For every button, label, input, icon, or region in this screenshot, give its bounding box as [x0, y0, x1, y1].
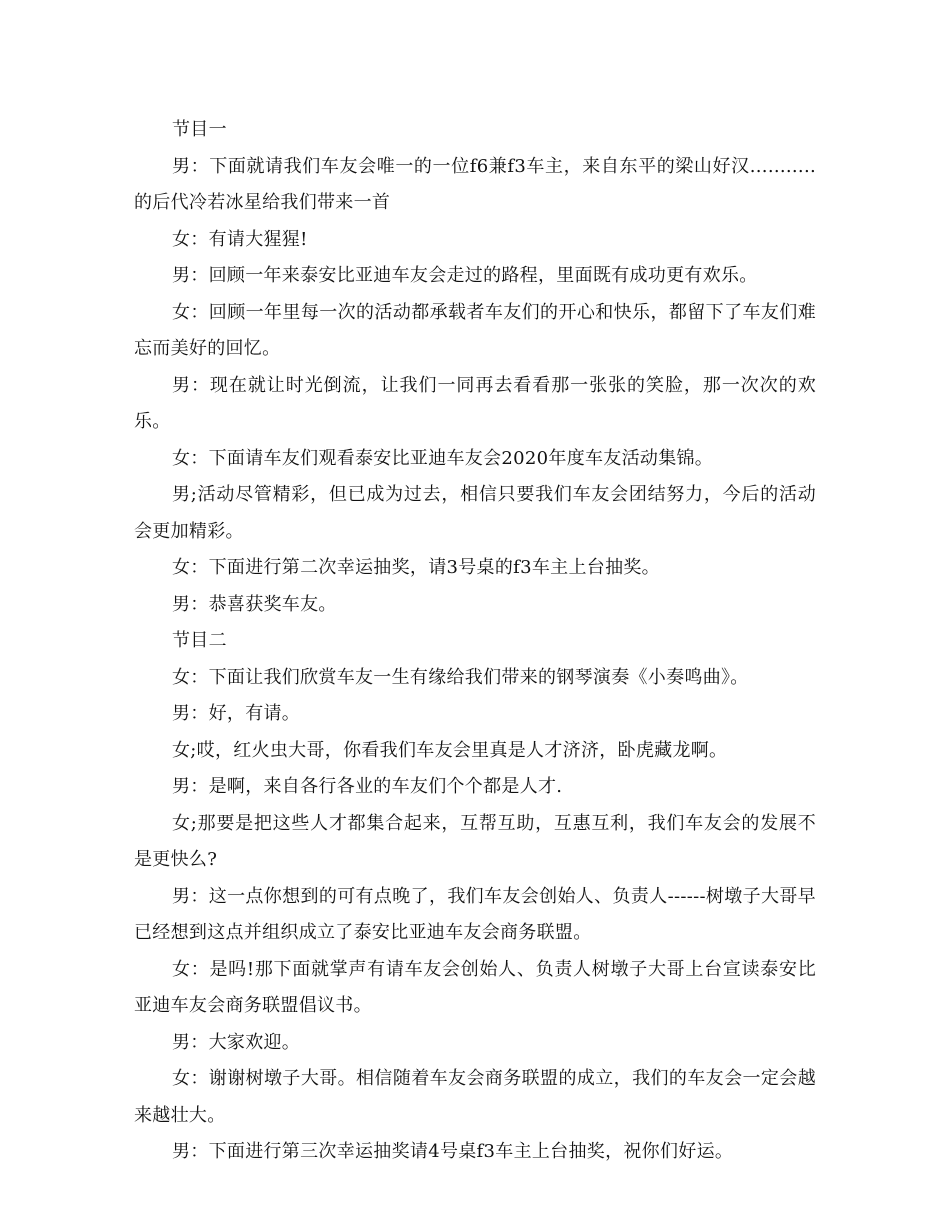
dialogue-line: 男：这一点你想到的可有点晚了，我们车友会创始人、负责人------树墩子大哥早已经想到这点并组织成立了泰安比亚迪车友会商务联盟。	[134, 885, 816, 943]
document-body	[134, 112, 816, 1171]
dialogue-line: 男：是啊，来自各行各业的车友们个个都是人才.	[172, 776, 563, 797]
dialogue-line: 男：下面就请我们车友会唯一的一位f6兼f3车主，来自东平的梁山好汉...........的后代冷若冰星给我们带来一首	[134, 155, 816, 213]
dialogue-line: 女：下面进行第二次幸运抽奖，请3号桌的f3车主上台抽奖。	[172, 557, 660, 578]
dialogue-line: 女：有请大猩猩!	[172, 228, 308, 250]
dialogue-line: 女;哎，红火虫大哥，你看我们车友会里真是人才济济，卧虎藏龙啊。	[172, 739, 728, 761]
dialogue-line: 男：恭喜获奖车友。	[172, 593, 337, 615]
section-heading-2: 节目二	[172, 630, 227, 651]
dialogue-line: 女：回顾一年里每一次的活动都承载者车友们的开心和快乐，都留下了车友们难忘而美好的回忆。	[134, 301, 816, 359]
dialogue-line: 女：下面请车友们观看泰安比亚迪车友会2020年度车友活动集锦。	[172, 447, 714, 469]
dialogue-line: 男;活动尽管精彩，但已成为过去，相信只要我们车友会团结努力，今后的活动会更加精彩。	[134, 484, 816, 542]
dialogue-line: 男：下面进行第三次幸运抽奖请4号桌f3车主上台抽奖，祝你们好运。	[172, 1141, 734, 1162]
dialogue-line: 女：是吗!那下面就掌声有请车友会创始人、负责人树墩子大哥上台宣读泰安比亚迪车友会商务联盟倡议书。	[134, 958, 816, 1016]
dialogue-line: 男：回顾一年来泰安比亚迪车友会走过的路程，里面既有成功更有欢乐。	[172, 265, 758, 286]
dialogue-line: 女：谢谢树墩子大哥。相信随着车友会商务联盟的成立，我们的车友会一定会越来越壮大。	[134, 1068, 816, 1126]
dialogue-line: 女;那要是把这些人才都集合起来，互帮互助，互惠互利，我们车友会的发展不是更快么?	[134, 812, 816, 870]
section-heading-1: 节目一	[172, 119, 227, 140]
dialogue-line: 男：好，有请。	[172, 703, 301, 724]
dialogue-line: 男：大家欢迎。	[172, 1031, 301, 1053]
dialogue-line: 男：现在就让时光倒流，让我们一同再去看看那一张张的笑脸，那一次次的欢乐。	[134, 374, 816, 432]
dialogue-line: 女：下面让我们欣赏车友一生有缘给我们带来的钢琴演奏《小奏鸣曲》。	[172, 666, 749, 688]
